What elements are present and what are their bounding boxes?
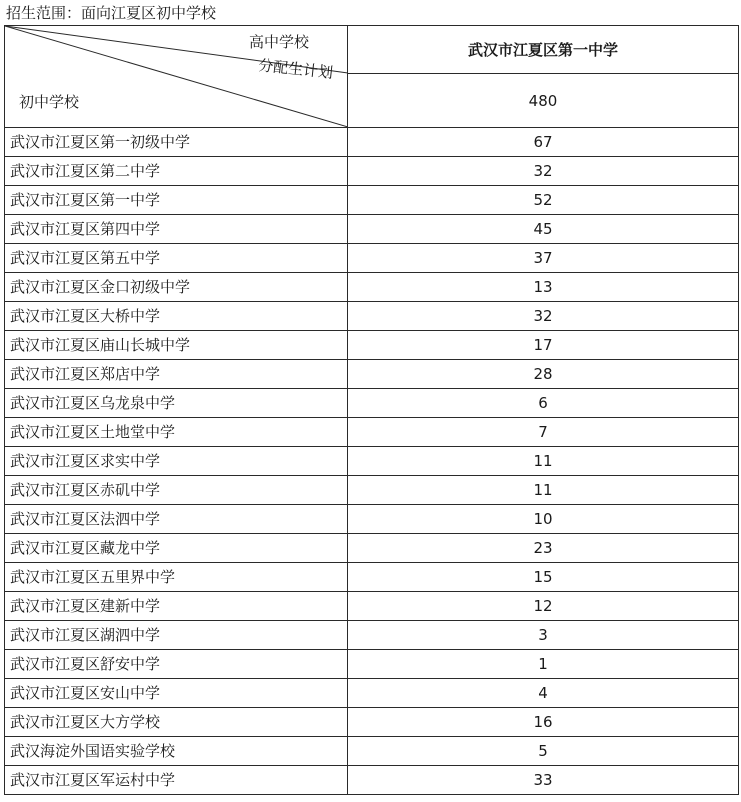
table-row — [5, 360, 739, 389]
header-row — [5, 26, 739, 74]
quota-value: 4 — [348, 679, 739, 708]
diagonal-header-cell — [5, 26, 348, 128]
junior-school-name: 武汉市江夏区军运村中学 — [5, 766, 348, 795]
junior-school-name: 武汉市江夏区安山中学 — [5, 679, 348, 708]
table-row — [5, 592, 739, 621]
junior-school-name: 武汉市江夏区第一中学 — [5, 186, 348, 215]
table-row — [5, 302, 739, 331]
junior-school-name: 武汉市江夏区第一初级中学 — [5, 128, 348, 157]
junior-school-name: 武汉市江夏区大方学校 — [5, 708, 348, 737]
junior-school-name: 武汉市江夏区土地堂中学 — [5, 418, 348, 447]
junior-school-name: 武汉市江夏区大桥中学 — [5, 302, 348, 331]
quota-value: 13 — [348, 273, 739, 302]
junior-school-name: 武汉市江夏区五里界中学 — [5, 563, 348, 592]
total-quota: 480 — [348, 74, 739, 128]
table-row — [5, 389, 739, 418]
header-senior-school-label: 高中学校 — [248, 33, 309, 51]
table-row — [5, 766, 739, 795]
table-row — [5, 157, 739, 186]
quota-value: 16 — [348, 708, 739, 737]
junior-school-name: 武汉市江夏区藏龙中学 — [5, 534, 348, 563]
quota-value: 52 — [348, 186, 739, 215]
table-row — [5, 679, 739, 708]
table-row — [5, 476, 739, 505]
quota-value: 1 — [348, 650, 739, 679]
table-row — [5, 418, 739, 447]
table-row — [5, 244, 739, 273]
table-row — [5, 708, 739, 737]
page-caption: 招生范围：面向江夏区初中学校 — [6, 4, 217, 22]
table-row — [5, 128, 739, 157]
junior-school-name: 武汉市江夏区求实中学 — [5, 447, 348, 476]
junior-school-name: 武汉市江夏区法泗中学 — [5, 505, 348, 534]
junior-school-name: 武汉市江夏区庙山长城中学 — [5, 331, 348, 360]
junior-school-name: 武汉市江夏区赤矶中学 — [5, 476, 348, 505]
table-row — [5, 650, 739, 679]
quota-value: 33 — [348, 766, 739, 795]
junior-school-name: 武汉市江夏区建新中学 — [5, 592, 348, 621]
quota-value: 6 — [348, 389, 739, 418]
quota-value: 17 — [348, 331, 739, 360]
quota-value: 10 — [348, 505, 739, 534]
quota-value: 32 — [348, 302, 739, 331]
quota-value: 15 — [348, 563, 739, 592]
quota-value: 67 — [348, 128, 739, 157]
junior-school-name: 武汉市江夏区舒安中学 — [5, 650, 348, 679]
header-junior-school-label: 初中学校 — [19, 93, 80, 111]
quota-value: 12 — [348, 592, 739, 621]
quota-value: 28 — [348, 360, 739, 389]
table-row — [5, 621, 739, 650]
table-row — [5, 331, 739, 360]
quota-value: 37 — [348, 244, 739, 273]
table-row — [5, 447, 739, 476]
header-quota-label: 分配生计划 — [257, 56, 334, 82]
table-row — [5, 737, 739, 766]
table-row — [5, 215, 739, 244]
quota-value: 7 — [348, 418, 739, 447]
quota-value: 5 — [348, 737, 739, 766]
junior-school-name: 武汉市江夏区金口初级中学 — [5, 273, 348, 302]
quota-value: 23 — [348, 534, 739, 563]
table-row — [5, 186, 739, 215]
junior-school-name: 武汉市江夏区湖泗中学 — [5, 621, 348, 650]
table-row — [5, 563, 739, 592]
quota-table — [4, 25, 739, 795]
junior-school-name: 武汉市江夏区郑店中学 — [5, 360, 348, 389]
quota-value: 3 — [348, 621, 739, 650]
table-row — [5, 534, 739, 563]
quota-value: 11 — [348, 476, 739, 505]
junior-school-name: 武汉市江夏区乌龙泉中学 — [5, 389, 348, 418]
junior-school-name: 武汉海淀外国语实验学校 — [5, 737, 348, 766]
junior-school-name: 武汉市江夏区第二中学 — [5, 157, 348, 186]
table-row — [5, 505, 739, 534]
quota-value: 45 — [348, 215, 739, 244]
senior-school-name: 武汉市江夏区第一中学 — [348, 26, 739, 74]
table-row — [5, 273, 739, 302]
quota-value: 11 — [348, 447, 739, 476]
junior-school-name: 武汉市江夏区第四中学 — [5, 215, 348, 244]
junior-school-name: 武汉市江夏区第五中学 — [5, 244, 348, 273]
quota-value: 32 — [348, 157, 739, 186]
